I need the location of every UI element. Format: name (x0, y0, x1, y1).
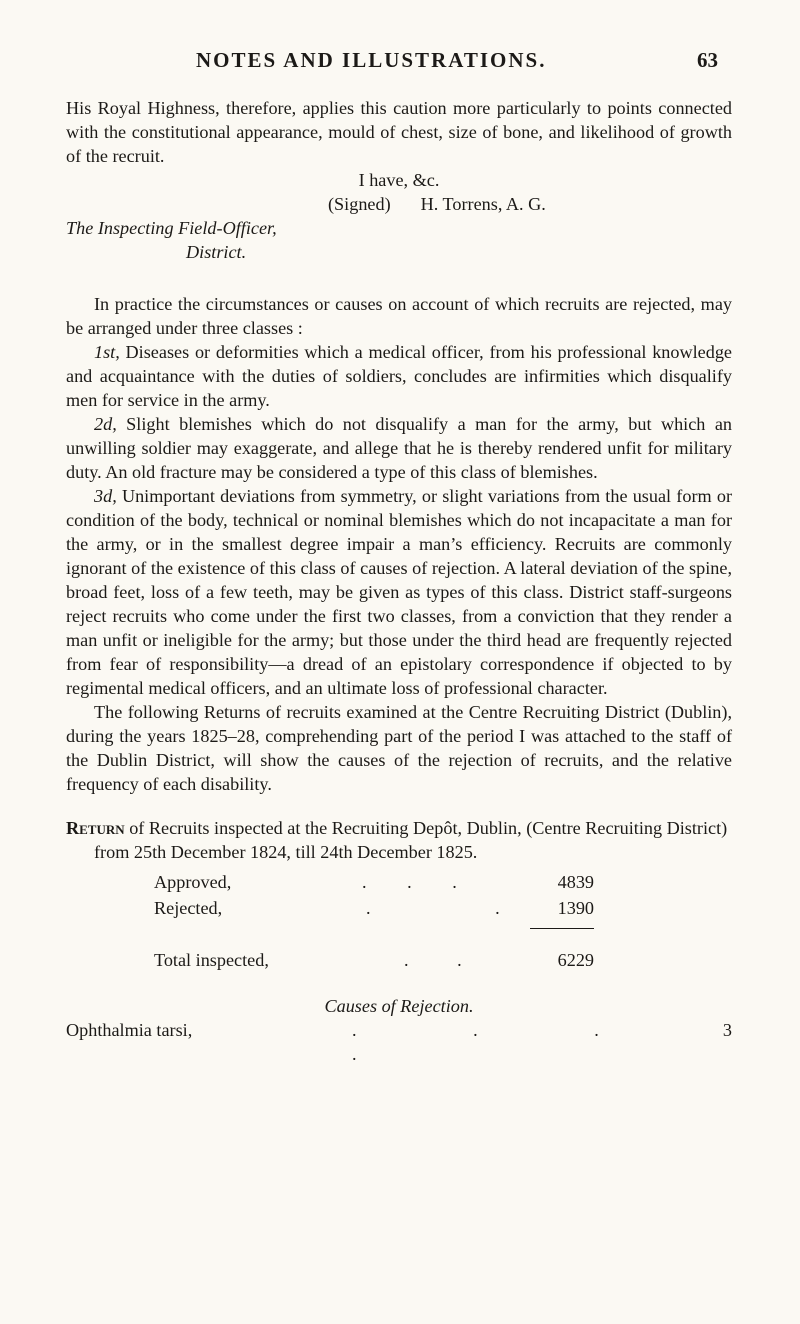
leader-dots: . . (404, 950, 484, 970)
total-label: Total inspected, (154, 950, 269, 970)
cause-label: Ophthalmia tarsi, (66, 1020, 193, 1040)
letter-closing: I have, &c. (358, 170, 440, 190)
return-text: of Recruits inspected at the Recruiting Depôt, Dublin, (Centre Recruiting District) from 25th December 1824, till 24th December 1825. (94, 818, 728, 862)
return-lead: Return (66, 818, 125, 838)
signatory-name: H. Torrens, A. G. (420, 194, 546, 214)
class-2-text: Slight blemishes which do not disqualify a man for the army, but which an unwilling soldier may exaggerate, and allege that he is thereby rendered unfit for military duty. An old fracture may be considered a type of this class of blemishes. (66, 414, 732, 482)
class-1-text: Diseases or deformities which a medical officer, from his professional knowledge and acquaintance with the duties of soldiers, concludes are infirmities which disqualify men for service in the army. (66, 342, 733, 410)
page-body (66, 96, 733, 1064)
table-row (66, 870, 732, 896)
classes-intro: In practice the circumstances or causes on account of which recruits are rejected, may be arranged under three classes : (66, 294, 732, 338)
class-1-paragraph (66, 340, 732, 412)
signed-label: (Signed) (328, 194, 391, 214)
class-2-paragraph (66, 412, 732, 484)
class-2-label: 2d, (94, 414, 117, 434)
causes-heading: Causes of Rejection. (324, 996, 474, 1016)
class-1-label: 1st, (94, 342, 120, 362)
list-item (66, 1018, 732, 1064)
total-row (66, 948, 732, 974)
letter-paragraph: His Royal Highness, therefore, applies this caution more particularly to points connected with the constitutional appearance, mould of chest, size of bone, and likelihood of growth of the recruit. (66, 98, 732, 166)
class-3-text: Unimportant deviations from symmetry, or slight variations from the usual form or condition of the body, technical or nominal blemishes which do not incapacitate a man for the army, or in the smallest degree impair a man’s efficiency. Recruits are commonly ignorant of the existence of this class of causes of rejection. A lateral deviation of the spine, broad feet, loss of a few teeth, may be given as types of this class. District staff-surgeons reject recruits who come under the first two classes, from a conviction that they render a man unfit or ineligible for the army; but those under the third head are frequently rejected from fear of responsibility—a dread of an epistolary correspondence if objected to by regimental medical officers, and an ultimate loss of professional character. (66, 486, 732, 698)
addressee-line-1: The Inspecting Field-Officer, (66, 218, 277, 238)
running-title: NOTES AND ILLUSTRATIONS. (196, 48, 547, 72)
approved-value: 4839 (557, 872, 594, 892)
total-rule (66, 922, 732, 936)
signature-line (66, 192, 732, 216)
return-heading (66, 816, 732, 864)
page-number: 63 (697, 48, 718, 72)
table-row (66, 896, 732, 922)
addressee-line-2: District. (186, 242, 247, 262)
class-3-paragraph (66, 484, 732, 700)
total-value: 6229 (557, 950, 594, 970)
leader-dots: . . (366, 898, 560, 918)
cause-value: 3 (722, 1020, 732, 1040)
approved-label: Approved, (154, 872, 232, 892)
rejected-label: Rejected, (154, 898, 223, 918)
leader-dots: . . . (362, 872, 475, 892)
rejected-value: 1390 (557, 898, 594, 918)
returns-paragraph: The following Returns of recruits examined at the Centre Recruiting District (Dublin), during the years 1825–28, comprehending part of the period I was attached to the staff of the Dublin District, will show the causes of the rejection of recruits, and the relative frequency of each disability. (66, 702, 732, 794)
leader-dots: . . . . (352, 1020, 655, 1064)
class-3-label: 3d, (94, 486, 117, 506)
